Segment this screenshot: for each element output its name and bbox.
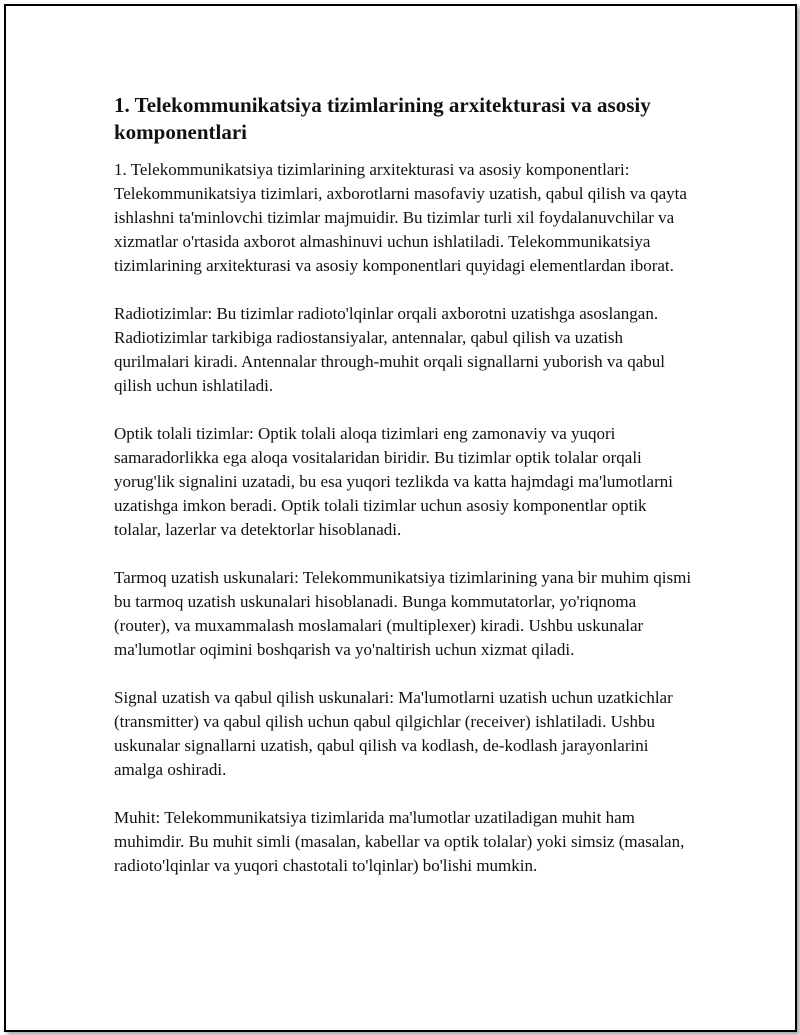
document-title: 1. Telekommunikatsiya tizimlarining arxitekturasi va asosiy komponentlari [114,93,651,144]
paragraph-signal-equipment: Signal uzatish va qabul qilish uskunalari: Ma'lumotlarni uzatish uchun uzatkichlar (transmitter) va qabul qilish uchun qabul qilgichlar (receiver) ishlatiladi. Ushbu uskunalar signallarni uzatish, qabul qilish va kodlash, de-kodlash jarayonlarini amalga oshiradi. [114,688,673,779]
paragraph-network-equipment: Tarmoq uzatish uskunalari: Telekommunikatsiya tizimlarining yana bir muhim qismi bu tarmoq uzatish uskunalari hisoblanadi. Bunga kommutatorlar, yo'riqnoma (router), va muxammalash moslamalari (multiplexer) kiradi. Ushbu uskunalar ma'lumotlar oqimini boshqarish va yo'naltirish uchun xizmat qiladi. [114,568,692,659]
paragraph-intro: 1. Telekommunikatsiya tizimlarining arxitekturasi va asosiy komponentlari: Telekommunikatsiya tizimlari, axborotlarni masofaviy uzatish, qabul qilish va qayta ishlashni ta'minlovchi tizimlar majmuidir. Bu tizimlar turli xil foydalanuvchilar va xizmatlar o'rtasida axborot almashinuvi uchun ishlatiladi. Telekommunikatsiya tizimlarining arxitekturasi va asosiy komponentlari quyidagi elementlardan iborat. [114,160,687,275]
paragraph-medium: Muhit: Telekommunikatsiya tizimlarida ma'lumotlar uzatiladigan muhit ham muhimdir. Bu muhit simli (masalan, kabellar va optik tolalar) yoki simsiz (masalan, radioto'lqinlar va yuqori chastotali to'lqinlar) bo'lishi mumkin. [114,808,685,875]
paragraph-radio-systems: Radiotizimlar: Bu tizimlar radioto'lqinlar orqali axborotni uzatishga asoslangan. Radiotizimlar tarkibiga radiostansiyalar, antennalar, qabul qilish va uzatish qurilmalari kiradi. Antennalar through-muhit orqali signallarni yuborish va qabul qilish uchun ishlatiladi. [114,304,665,395]
document-body [114,92,694,902]
paragraph-optical-systems: Optik tolali tizimlar: Optik tolali aloqa tizimlari eng zamonaviy va yuqori samaradorlikka ega aloqa vositalaridan biridir. Bu tizimlar optik tolalar orqali yorug'lik signalini uzatadi, bu esa yuqori tezlikda va katta hajmdagi ma'lumotlarni uzatishga imkon beradi. Optik tolali tizimlar uchun asosiy komponentlar optik tolalar, lazerlar va detektorlar hisoblanadi. [114,424,673,539]
